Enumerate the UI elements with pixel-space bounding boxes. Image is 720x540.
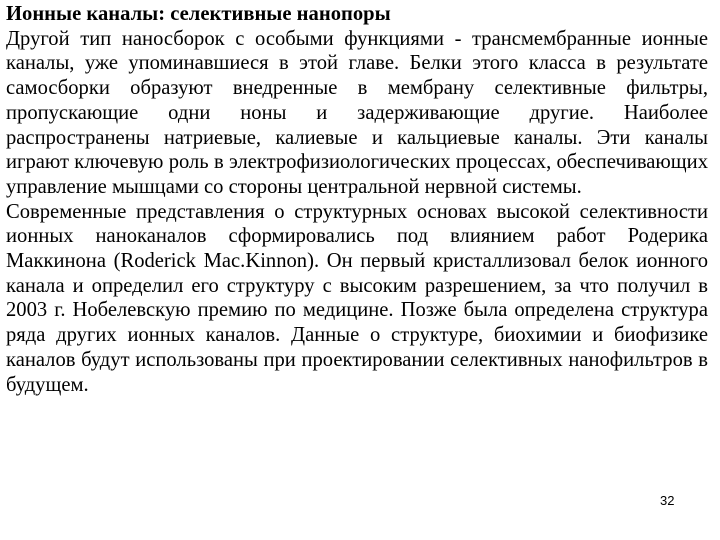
slide-title: Ионные каналы: селективные нанопоры [6,3,391,25]
paragraph-ion-channels: Другой тип наносборок с особыми функциями - трансмембранные ионные каналы, уже упоминавшиеся в этой главе. Белки этого класса в результате самосборки образуют внедренные в мембрану селективные фильтры, пропускающие одни ноны и задерживающие другие. Наиболее распространены натриевые, калиевые и кальциевые каналы. Эти каналы играют ключевую роль в электрофизиологических процессах, обеспечивающих управление мышцами со стороны центральной нервной системы. [6,27,708,198]
slide-content [6,2,708,397]
paragraph-mackinnon: Современные представления о структурных основах высокой селективности ионных наноканалов сформировались под влиянием работ Родерика Маккинона (Roderick Mac.Kinnon). Он первый кристаллизовал белок ионного канала и определил его структуру с высоким разрешением, за что получил в 2003 г. Нобелевскую премию по медицине. Позже была определена структура ряда других ионных каналов. Данные о структуре, биохимии и биофизике каналов будут использованы при проектировании селективных нанофильтров в будущем. [6,200,708,396]
page-number: 32 [660,493,675,508]
